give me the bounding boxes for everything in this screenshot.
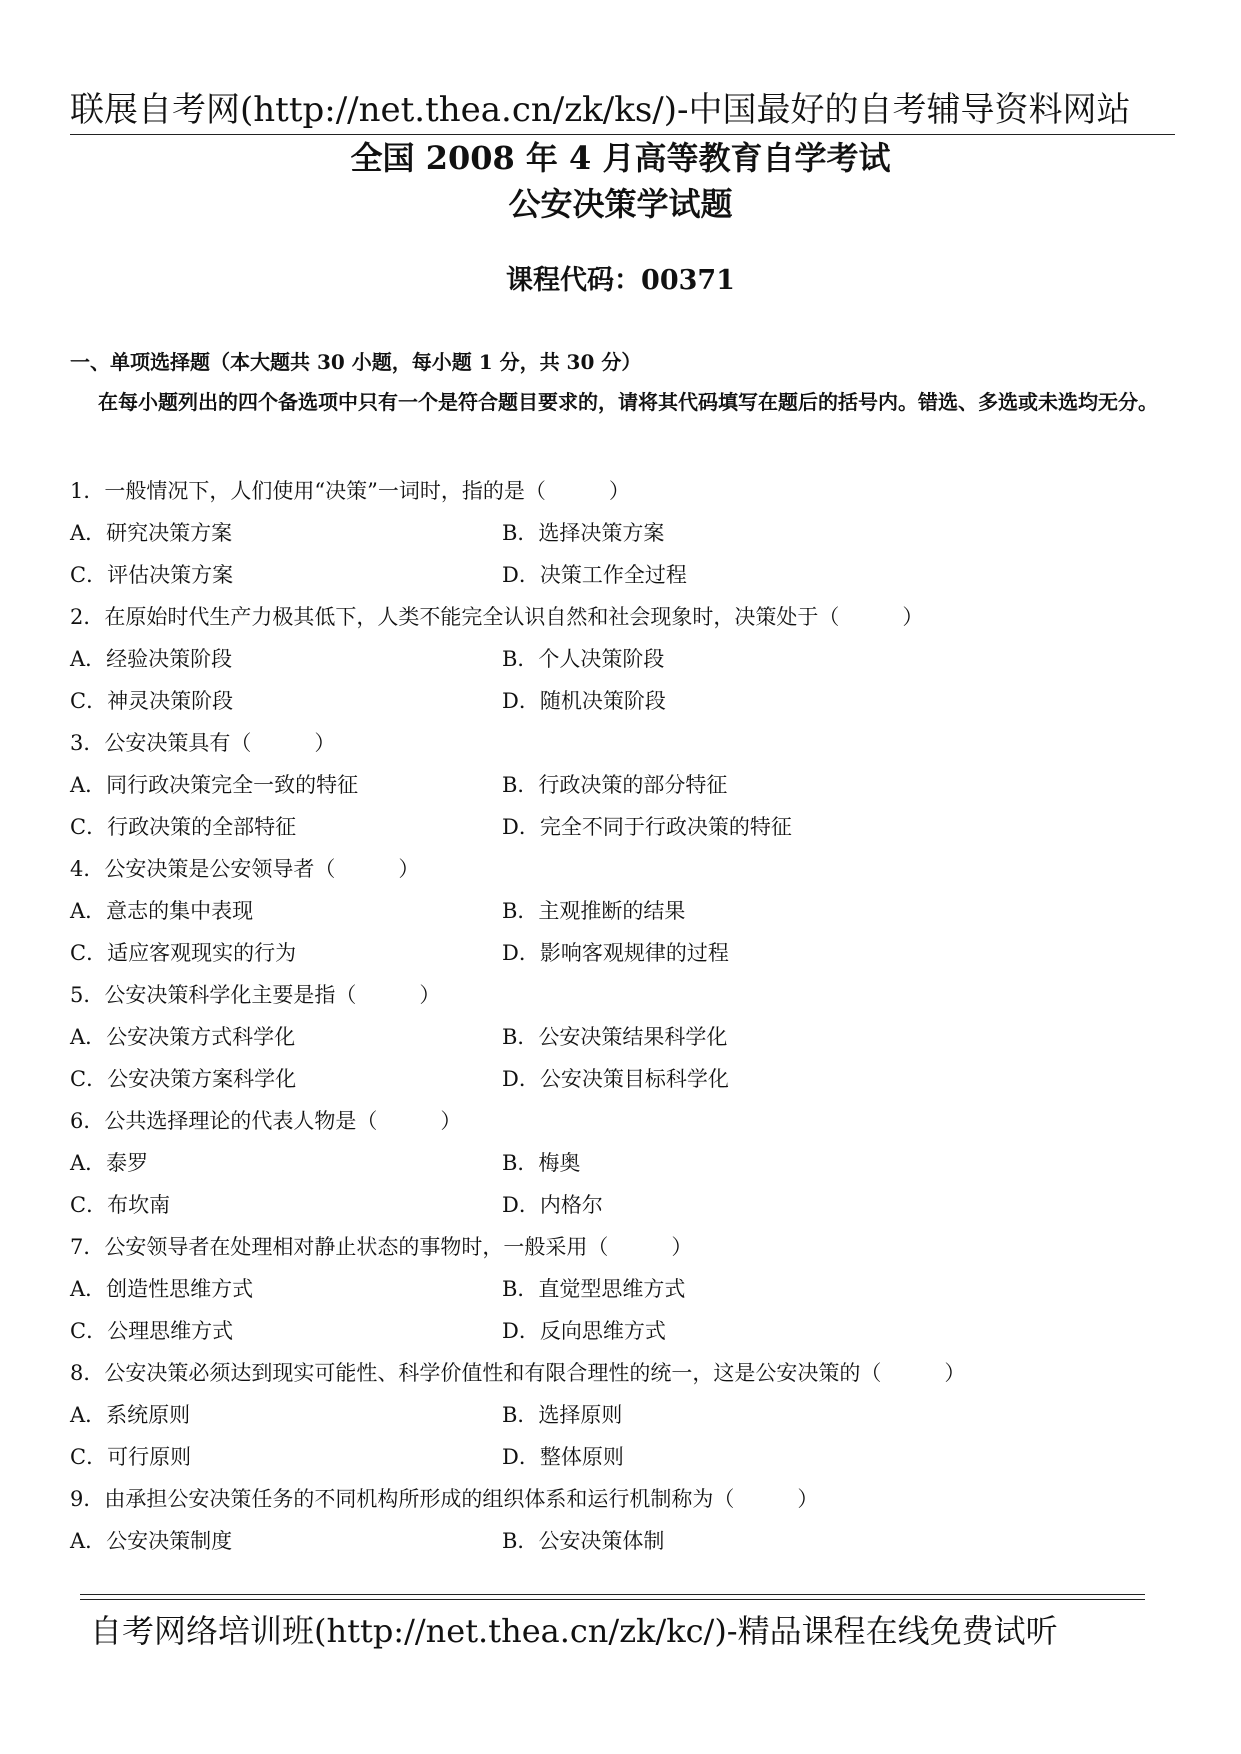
option-d: D．决策工作全过程 — [502, 563, 687, 587]
question-stem: 7．公安领导者在处理相对静止状态的事物时，一般采用（ ） — [70, 1235, 693, 1259]
question-stem: 9．由承担公安决策任务的不同机构所形成的组织体系和运行机制称为（ ） — [70, 1487, 819, 1511]
option-c: C．适应客观现实的行为 — [70, 941, 297, 965]
section-instruction: 在每小题列出的四个备选项中只有一个是符合题目要求的，请将其代码填写在题后的括号内。错选、多选或未选均无分。 — [98, 390, 1158, 414]
option-a: A．泰罗 — [70, 1151, 149, 1175]
option-c: C．可行原则 — [70, 1445, 192, 1469]
exam-title: 全国 2008 年 4 月高等教育自学考试 — [350, 139, 891, 177]
option-row — [70, 1016, 1180, 1058]
option-row — [70, 806, 1180, 848]
option-b: B．行政决策的部分特征 — [502, 773, 728, 797]
option-row — [70, 1394, 1180, 1436]
option-c: C．神灵决策阶段 — [70, 689, 234, 713]
question-list — [70, 470, 1180, 1562]
option-c: C．公理思维方式 — [70, 1319, 234, 1343]
section-heading: 一、单项选择题（本大题共 30 小题，每小题 1 分，共 30 分） — [70, 350, 642, 374]
option-d: D．影响客观规律的过程 — [502, 941, 729, 965]
option-c: C．公安决策方案科学化 — [70, 1067, 297, 1091]
option-a: A．公安决策方式科学化 — [70, 1025, 296, 1049]
option-a: A．研究决策方案 — [70, 521, 233, 545]
option-b: B．选择决策方案 — [502, 521, 665, 545]
option-row — [70, 1058, 1180, 1100]
option-row — [70, 764, 1180, 806]
option-c: C．评估决策方案 — [70, 563, 234, 587]
option-row — [70, 1520, 1180, 1562]
option-row — [70, 1436, 1180, 1478]
course-code: 课程代码：00371 — [506, 265, 735, 296]
option-row — [70, 1310, 1180, 1352]
option-row — [70, 554, 1180, 596]
site-footer: 自考网络培训班(http://net.thea.cn/zk/kc/)-精品课程在线免费试听 — [90, 1612, 1058, 1650]
option-a: A．意志的集中表现 — [70, 899, 254, 923]
question-stem: 8．公安决策必须达到现实可能性、科学价值性和有限合理性的统一，这是公安决策的（ ） — [70, 1361, 966, 1385]
option-row — [70, 932, 1180, 974]
option-b: B．直觉型思维方式 — [502, 1277, 686, 1301]
option-c: C．行政决策的全部特征 — [70, 815, 297, 839]
site-header: 联展自考网(http://net.thea.cn/zk/ks/)-中国最好的自考辅导资料网站 — [70, 88, 1175, 135]
question-stem: 3．公安决策具有（ ） — [70, 731, 336, 755]
option-b: B．主观推断的结果 — [502, 899, 686, 923]
option-b: B．公安决策结果科学化 — [502, 1025, 728, 1049]
footer-divider — [80, 1594, 1145, 1600]
exam-subject: 公安决策学试题 — [508, 185, 733, 223]
question-stem: 6．公共选择理论的代表人物是（ ） — [70, 1109, 462, 1133]
option-d: D．内格尔 — [502, 1193, 603, 1217]
option-a: A．同行政决策完全一致的特征 — [70, 773, 359, 797]
option-a: A．系统原则 — [70, 1403, 191, 1427]
option-d: D．完全不同于行政决策的特征 — [502, 815, 792, 839]
option-d: D．反向思维方式 — [502, 1319, 666, 1343]
question-stem: 4．公安决策是公安领导者（ ） — [70, 857, 420, 881]
question-stem: 1．一般情况下，人们使用“决策”一词时，指的是（ ） — [70, 479, 630, 503]
option-b: B．梅奥 — [502, 1151, 581, 1175]
option-a: A．创造性思维方式 — [70, 1277, 254, 1301]
option-d: D．整体原则 — [502, 1445, 624, 1469]
option-a: A．经验决策阶段 — [70, 647, 233, 671]
option-row — [70, 1184, 1180, 1226]
option-c: C．布坎南 — [70, 1193, 171, 1217]
option-row — [70, 1268, 1180, 1310]
option-row — [70, 1142, 1180, 1184]
option-b: B．个人决策阶段 — [502, 647, 665, 671]
question-stem: 2．在原始时代生产力极其低下，人类不能完全认识自然和社会现象时，决策处于（ ） — [70, 605, 924, 629]
option-b: B．选择原则 — [502, 1403, 623, 1427]
option-d: D．公安决策目标科学化 — [502, 1067, 729, 1091]
question-stem: 5．公安决策科学化主要是指（ ） — [70, 983, 441, 1007]
option-row — [70, 680, 1180, 722]
option-a: A．公安决策制度 — [70, 1529, 233, 1553]
option-row — [70, 512, 1180, 554]
option-row — [70, 638, 1180, 680]
option-row — [70, 890, 1180, 932]
option-b: B．公安决策体制 — [502, 1529, 665, 1553]
option-d: D．随机决策阶段 — [502, 689, 666, 713]
